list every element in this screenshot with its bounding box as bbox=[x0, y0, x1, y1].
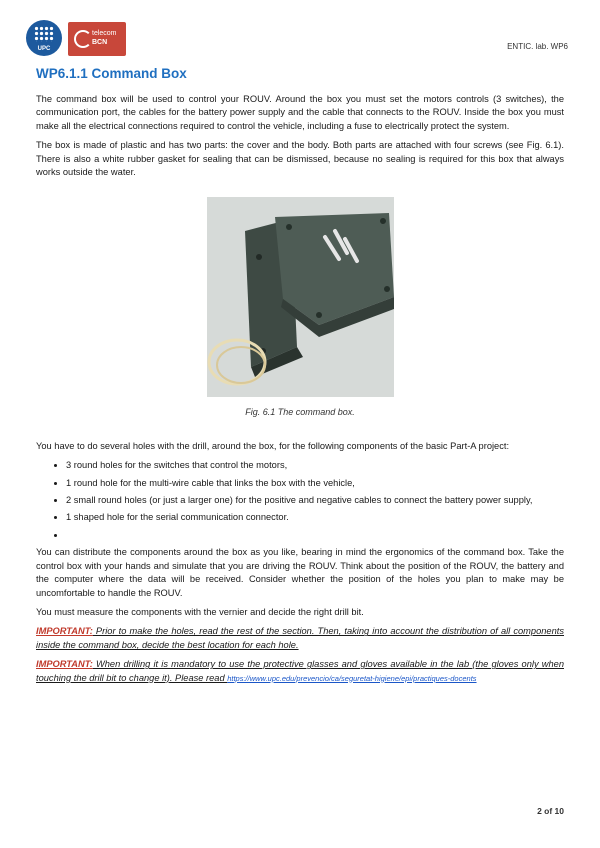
command-box-photo bbox=[207, 197, 394, 397]
important-text: When drilling it is mandatory to use the protective glasses and gloves available in the lab (the gloves only when touching the drill bit to change it). Please read bbox=[36, 659, 564, 683]
upc-logo-dots bbox=[34, 26, 54, 42]
page-body bbox=[36, 93, 564, 691]
telecom-logo-text-bcn: BCN bbox=[92, 39, 108, 46]
distribution-paragraph: You can distribute the components around the box as you like, bearing in mind the ergonomics of the command box. Take the control box with your hands and simulate that you are driving the ROUV. Think about the position of the ROUV, the battery and the computer where the data will be received. Consider whether the position of the holes you plan to make may be uncomfortable to handle the ROUV. bbox=[36, 547, 564, 598]
list-item: • 1 round hole for the multi-wire cable that links the box with the vehicle, bbox=[66, 477, 564, 490]
list-item: • 2 small round holes (or just a larger one) for the positive and negative cables to connect the battery power supply, bbox=[66, 494, 564, 507]
page-header bbox=[26, 20, 568, 60]
figure-caption: Fig. 6.1 The command box. bbox=[245, 407, 355, 418]
holes-intro-paragraph: You have to do several holes with the drill, around the box, for the following components of the basic Part-A project: bbox=[36, 440, 510, 451]
telecom-swirl-icon bbox=[74, 30, 92, 48]
important-note-1 bbox=[36, 625, 564, 652]
intro-paragraph: The command box will be used to control your ROUV. Around the box you must set the motors controls (3 switches), the communication port, the cables for the battery power supply and the cable that connects to the ROUV. Inside the box you must make all the electrical connections required to control the vehicle, including a fuse to electrically protect the system. bbox=[36, 94, 564, 131]
list-item: • 3 round holes for the switches that control the motors, bbox=[66, 459, 564, 472]
box-description-paragraph: The box is made of plastic and has two parts: the cover and the body. Both parts are attached with four screws (see Fig. 6.1). There is also a white rubber gasket for sealing that can be dismissed, because no sealing is required for this box that always works outside the water. bbox=[36, 140, 564, 178]
upc-logo bbox=[26, 20, 62, 56]
page-number: 2 of 10 bbox=[537, 806, 564, 816]
telecom-bcn-logo bbox=[68, 22, 126, 56]
important-label: IMPORTANT: bbox=[36, 659, 93, 670]
list-item-empty bbox=[66, 529, 564, 542]
vernier-paragraph: You must measure the components with the vernier and decide the right drill bit. bbox=[36, 606, 364, 617]
upc-logo-text: UPC bbox=[37, 46, 51, 52]
safety-practices-link[interactable]: https://www.upc.edu/prevencio/ca/seguretat-higiene/epi/practiques-docents bbox=[227, 673, 477, 683]
list-item: • 1 shaped hole for the serial communication connector. bbox=[66, 511, 564, 524]
important-note-2 bbox=[36, 658, 564, 685]
header-course-label: ENTIC. lab. WP6 bbox=[507, 42, 568, 51]
command-box-illustration bbox=[207, 197, 394, 397]
important-text: Prior to make the holes, read the rest of the section. Then, taking into account the distribution of all components inside the command box, decide the best location for each hole. bbox=[36, 626, 564, 650]
important-label: IMPORTANT: bbox=[36, 626, 93, 637]
telecom-logo-text: telecom bbox=[92, 30, 117, 37]
holes-list bbox=[36, 459, 564, 542]
section-title: WP6.1.1 Command Box bbox=[36, 66, 187, 81]
